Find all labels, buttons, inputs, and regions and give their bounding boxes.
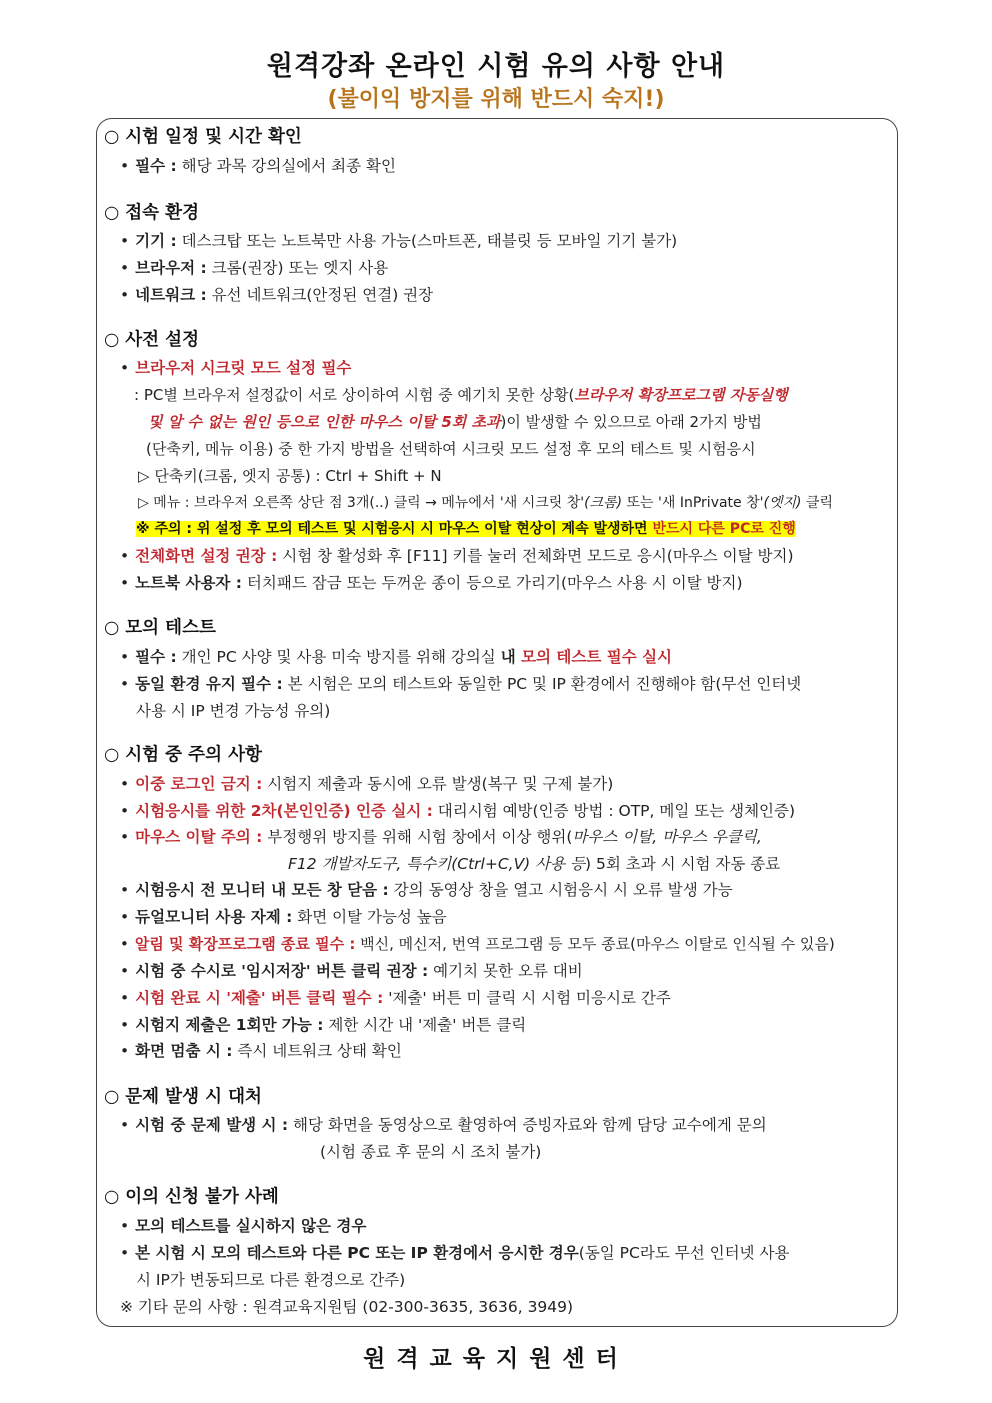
list-item: • 기기 : 데스크탑 또는 노트북만 사용 가능(스마트폰, 태블릿 등 모바일 기기 불가) (120, 232, 678, 250)
circle-icon: ○ (104, 1187, 120, 1207)
bullet-icon: • (120, 259, 130, 277)
list-item: • 본 시험 시 모의 테스트와 다른 PC 또는 IP 환경에서 응시한 경우(동일 PC라도 무선 인터넷 사용 (120, 1244, 790, 1262)
circle-icon: ○ (104, 127, 120, 147)
warning-note: ※ 주의 : 위 설정 후 모의 테스트 및 시험응시 시 마우스 이탈 현상이 계속 발생하면 반드시 다른 PC로 진행 (136, 521, 796, 537)
list-item: • 노트북 사용자 : 터치패드 잠금 또는 두꺼운 종이 등으로 가리기(마우스 사용 시 이탈 방지) (120, 574, 743, 592)
bullet-icon: • (120, 1244, 130, 1262)
list-item: • 필수 : 개인 PC 사양 및 사용 미숙 방지를 위해 강의실 내 모의 테스트 필수 실시 (120, 648, 673, 666)
section-heading-mock-test: ○ 모의 테스트 (104, 618, 216, 638)
list-item: • 듀얼모니터 사용 자제 : 화면 이탈 가능성 높음 (120, 908, 447, 926)
list-item-continuation: F12 개발자도구, 특수키(Ctrl+C,V) 사용 등) 5회 초과 시 시험 자동 종료 (288, 855, 781, 873)
bullet-icon: • (120, 802, 130, 820)
list-item: • 시험 중 문제 발생 시 : 해당 화면을 동영상으로 촬영하여 증빙자료와 함께 담당 교수에게 문의 (120, 1116, 767, 1134)
list-item: • 알림 및 확장프로그램 종료 필수 : 백신, 메신저, 번역 프로그램 등 모두 종료(마우스 이탈로 인식될 수 있음) (120, 935, 835, 953)
list-item: • 브라우저 : 크롬(권장) 또는 엣지 사용 (120, 259, 389, 277)
list-item: • 필수 : 해당 과목 강의실에서 최종 확인 (120, 157, 396, 175)
section-heading-exam-cautions: ○ 시험 중 주의 사항 (104, 745, 262, 765)
list-item: • 시험지 제출은 1회만 가능 : 제한 시간 내 '제출' 버튼 클릭 (120, 1016, 527, 1034)
bullet-icon: • (120, 286, 130, 304)
contact-note: ※ 기타 문의 사항 : 원격교육지원팀 (02-300-3635, 3636, 3949) (120, 1298, 574, 1316)
paragraph: (단축키, 메뉴 이용) 중 한 가지 방법을 선택하여 시크릿 모드 설정 후 모의 테스트 및 시험응시 (146, 440, 756, 458)
bullet-icon: • (120, 908, 130, 926)
list-item: ▷ 단축키(크롬, 엣지 공통) : Ctrl + Shift + N (138, 467, 442, 485)
list-item: • 이중 로그인 금지 : 시험지 제출과 동시에 오류 발생(복구 및 구제 불가) (120, 775, 614, 793)
circle-icon: ○ (104, 330, 120, 350)
list-item: • 시험응시를 위한 2차(본인인증) 인증 실시 : 대리시험 예방(인증 방법 : OTP, 메일 또는 생체인증) (120, 802, 796, 820)
bullet-icon: • (120, 881, 130, 899)
bullet-icon: • (120, 828, 130, 846)
list-item: • 시험응시 전 모니터 내 모든 창 닫음 : 강의 동영상 창을 열고 시험응시 시 오류 발생 가능 (120, 881, 733, 899)
bullet-icon: • (120, 1042, 130, 1060)
list-item: • 화면 멈춤 시 : 즉시 네트워크 상태 확인 (120, 1042, 402, 1060)
list-item-continuation: 시 IP가 변동되므로 다른 환경으로 간주) (136, 1271, 406, 1289)
section-heading-no-appeal-cases: ○ 이의 신청 불가 사례 (104, 1187, 279, 1207)
list-item: • 시험 완료 시 '제출' 버튼 클릭 필수 : '제출' 버튼 미 클릭 시 시험 미응시로 간주 (120, 989, 671, 1007)
list-item: • 동일 환경 유지 필수 : 본 시험은 모의 테스트와 동일한 PC 및 IP 환경에서 진행해야 함(무선 인터넷 (120, 675, 802, 693)
list-item: • 마우스 이탈 주의 : 부정행위 방지를 위해 시험 창에서 이상 행위(마우스 이탈, 마우스 우클릭, (120, 828, 762, 846)
list-item: • 브라우저 시크릿 모드 설정 필수 (120, 359, 352, 377)
circle-icon: ○ (104, 203, 120, 223)
bullet-icon: • (120, 775, 130, 793)
bullet-icon: • (120, 547, 130, 565)
list-item: • 시험 중 수시로 '임시저장' 버튼 클릭 권장 : 예기치 못한 오류 대비 (120, 962, 583, 980)
paragraph: 및 알 수 없는 원인 등으로 인한 마우스 이탈 5회 초과)이 발생할 수 있으므로 아래 2가지 방법 (148, 413, 762, 431)
page-subtitle: (불이익 방지를 위해 반드시 숙지!) (327, 87, 665, 112)
footer-organization: 원격교육지원센터 (363, 1346, 629, 1372)
bullet-icon: • (120, 989, 130, 1007)
list-item: • 모의 테스트를 실시하지 않은 경우 (120, 1217, 367, 1235)
bullet-icon: • (120, 962, 130, 980)
circle-icon: ○ (104, 745, 120, 765)
page-title: 원격강좌 온라인 시험 유의 사항 안내 (266, 51, 726, 82)
bullet-icon: • (120, 935, 129, 953)
list-item-continuation: (시험 종료 후 문의 시 조치 불가) (320, 1143, 542, 1161)
bullet-icon: • (120, 232, 130, 250)
bullet-icon: • (120, 675, 130, 693)
bullet-icon: • (120, 1116, 130, 1134)
bullet-icon: • (120, 1217, 130, 1235)
section-heading-schedule: ○ 시험 일정 및 시간 확인 (104, 127, 302, 147)
section-heading-presetup: ○ 사전 설정 (104, 330, 199, 350)
bullet-icon: • (120, 648, 130, 666)
section-heading-environment: ○ 접속 환경 (104, 203, 199, 223)
paragraph: : PC별 브라우저 설정값이 서로 상이하여 시험 중 예기치 못한 상황(브라우저 확장프로그램 자동실행 (134, 386, 788, 404)
list-item: • 네트워크 : 유선 네트워크(안정된 연결) 권장 (120, 286, 434, 304)
bullet-icon: • (120, 1016, 130, 1034)
arrow-icon: ▷ (138, 467, 150, 485)
section-heading-troubleshooting: ○ 문제 발생 시 대처 (104, 1087, 262, 1107)
bullet-icon: • (120, 157, 130, 175)
arrow-icon: ▷ (138, 495, 149, 511)
bullet-icon: • (120, 359, 130, 377)
circle-icon: ○ (104, 1087, 120, 1107)
list-item-continuation: 사용 시 IP 변경 가능성 유의) (136, 702, 331, 720)
circle-icon: ○ (104, 618, 120, 638)
list-item: • 전체화면 설정 권장 : 시험 창 활성화 후 [F11] 키를 눌러 전체화면 모드로 응시(마우스 이탈 방지) (120, 547, 794, 565)
bullet-icon: • (120, 574, 130, 592)
list-item: ▷ 메뉴 : 브라우저 오른쪽 상단 점 3개(..) 클릭 → 메뉴에서 '새 시크릿 창'(크롬) 또는 '새 InPrivate 창'(엣지) 클릭 (138, 495, 833, 511)
